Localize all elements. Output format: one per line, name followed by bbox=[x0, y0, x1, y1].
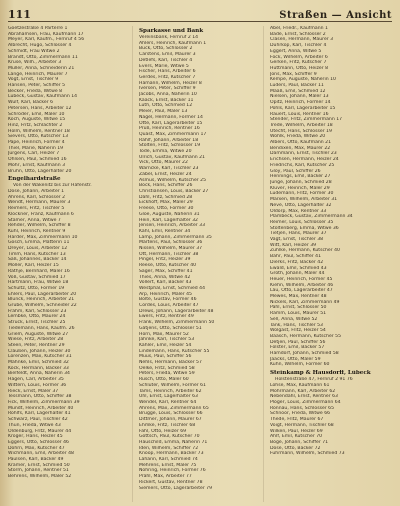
directory-entry: Wolgast, Fritz, Heizer 54 bbox=[270, 328, 326, 334]
directory-entry: Schultz, Otto, Former 19 bbox=[8, 285, 65, 291]
directory-entry: Blunck, Heinrich, Arbeiter 21 bbox=[8, 297, 75, 303]
directory-entry: Lohse, Max, Kaufmann 61 bbox=[270, 382, 330, 388]
directory-entry: Thede, Fritz, Maurer 67 bbox=[270, 417, 324, 423]
directory-entry: Plambeck, Gustav, Zimmermann 34 bbox=[270, 214, 353, 220]
directory-entry: Hauschild, Emma, Näherin 71 bbox=[139, 439, 208, 445]
directory-entry: Goetzestraße 4 Parterre 1 bbox=[8, 26, 68, 31]
directory-entry: Buck, Otto, Schlosser 2 bbox=[139, 46, 193, 52]
directory-entry: Tessmann, Otto, Schiffer 38 bbox=[8, 394, 72, 400]
directory-entry: Iden, Wilhelm, Schiffer 72 bbox=[139, 445, 199, 451]
directory-entry: Ahrens, Max, Zimmermann 65 bbox=[139, 405, 209, 411]
directory-entry: Bade, Ernst, Schlosser 2 bbox=[270, 31, 326, 37]
directory-entry: Thun, Frieda, Witwe 43 bbox=[8, 422, 61, 428]
directory-entry: Gerken, Fritz, Kutscher 7 bbox=[270, 60, 327, 66]
directory-entry: Ohlsen, Paul, Schmied 16 bbox=[8, 157, 67, 163]
directory-entry: Dohrn, Max, Kutscher 47 bbox=[8, 445, 65, 451]
directory-entry: Ulrich, Gustav, Kaufmann 21 bbox=[139, 154, 205, 160]
directory-entry: Thies, Anna, Witwe 42 bbox=[139, 274, 191, 280]
directory-entry: Carstens, Emil, Maurer 3 bbox=[139, 52, 196, 58]
directory-entry: Abel, Friedr., Kaufmann 1 bbox=[270, 26, 328, 31]
directory-entry: Stoltenberg, Emma, Witwe 36 bbox=[270, 225, 339, 231]
directory-entry: Rehder, Wilhelm, Schiffer 8 bbox=[8, 223, 71, 229]
directory-entry: Kruse, Wilh., Arbeiter 3 bbox=[8, 60, 62, 66]
directory-entry: Dierks, Fritz, Bäcker 42 bbox=[270, 259, 324, 265]
column-middle bbox=[139, 26, 264, 502]
column-right bbox=[270, 26, 394, 502]
section-heading: Steinkamp & Hausdorff, Lübeck bbox=[270, 370, 371, 377]
directory-entry: Griem, Auguste, Witwe 27 bbox=[8, 331, 69, 337]
directory-entry: Claußen, Johann, Heizer 30 bbox=[8, 348, 71, 354]
directory-entry: Rathje, Bernhard, Maler 16 bbox=[8, 268, 70, 274]
directory-entry: Grube, Wilhelm, Schneider 22 bbox=[8, 303, 77, 309]
directory-entry: Christiansen, Louis, Bäcker 27 bbox=[139, 188, 209, 194]
directory-entry: Holstenstraße 47, Fernruf 2 91 76 bbox=[275, 377, 353, 383]
directory-entry: Wendt, Hermann, Maurer 3 bbox=[8, 200, 71, 206]
directory-entry: Opitz, Heinrich, Former 14 bbox=[270, 100, 331, 106]
directory-entry: Mahnke, Emil, Schmied 32 bbox=[8, 360, 69, 366]
directory-entry: Arp, Heinrich, Maler 45 bbox=[139, 291, 192, 297]
directory-entry: Stender, Fritz, Zimmermann 17 bbox=[270, 117, 343, 123]
section-heading: Engelhardstraße bbox=[8, 176, 61, 183]
directory-entry: Klöckner, Franz, Kaufmann 6 bbox=[8, 211, 74, 217]
directory-entry: Nehls, Hermann, Bäcker 57 bbox=[139, 360, 202, 366]
page-header bbox=[8, 7, 392, 22]
directory-entry: Frank, Wilhelm, Zimmermann 50 bbox=[139, 320, 215, 326]
directory-entry: Lau, Otto, Lagerarbeiter 47 bbox=[270, 288, 333, 294]
directory-entry: Fahl, Otto, Heizer 69 bbox=[139, 428, 187, 434]
directory-columns bbox=[8, 26, 394, 502]
directory-entry: Siemers, Otto, Lagerarbeiter 79 bbox=[139, 485, 213, 491]
directory-entry: Hansen, Peter, Schiffer 5 bbox=[8, 83, 65, 89]
directory-entry: Glöe, Auguste, Näherin 31 bbox=[139, 211, 200, 217]
directory-entry: Reimers, Fritz, Tischler 5 bbox=[8, 206, 65, 212]
directory-entry: Dührkop, Karl, Tischler 4 bbox=[270, 43, 327, 49]
directory-entry: Hagen, Carl, Arbeiter 35 bbox=[8, 377, 64, 383]
running-head: Straßen — Ansicht bbox=[279, 10, 392, 21]
directory-entry: Wittern, Louis, Former 36 bbox=[8, 382, 67, 388]
directory-entry: Prüß, Heinrich, Rentner 16 bbox=[139, 126, 200, 132]
directory-entry: Klüver, Heinrich, Maler 29 bbox=[270, 185, 330, 191]
directory-entry: Tank, Hans, Tischler 53 bbox=[270, 322, 323, 328]
directory-entry: Ahlf, Emil, Kutscher 70 bbox=[270, 434, 323, 440]
directory-entry: Oldenburg, Fritz, Maurer 44 bbox=[8, 428, 72, 434]
directory-entry: Bock, Hans, Schiffer 26 bbox=[139, 183, 193, 189]
directory-entry: Gloy, Paul, Schiffer 26 bbox=[270, 168, 321, 174]
directory-entry: Schnoor, Frieda, Witwe 66 bbox=[270, 411, 331, 417]
directory-entry: Drews, Johann, Lagerarbeiter 48 bbox=[139, 308, 214, 314]
section-heading: Sparkasse und Bank bbox=[139, 28, 204, 34]
page-number: 111 bbox=[8, 8, 31, 21]
directory-entry: Sager, Max, Schiffer 41 bbox=[139, 268, 193, 274]
directory-entry: Lüth, Otto, Schmied 12 bbox=[139, 103, 193, 109]
directory-entry: Albers, Otto, Kaufmann 21 bbox=[270, 140, 332, 146]
directory-entry: Kröger, Hans, Heizer 45 bbox=[8, 434, 63, 440]
directory-entry: Rusch, Otto, Maler 60 bbox=[139, 377, 189, 383]
directory-entry: Pingel, Fritz, Heizer 39 bbox=[139, 257, 191, 263]
directory-entry: Bielfeldt, Anna, Näherin 34 bbox=[8, 371, 70, 377]
directory-entry: Kramer, Ernst, Schmied 50 bbox=[8, 462, 70, 468]
directory-entry: Utecht, Hans, Schlosser 19 bbox=[270, 128, 332, 134]
directory-entry: Eggers, Otto, Schlosser 46 bbox=[8, 439, 69, 445]
directory-entry: Gerdes, Fritz, Kutscher 7 bbox=[139, 74, 196, 80]
directory-entry: Stolten, Fritz, Schlosser 19 bbox=[139, 143, 201, 149]
directory-entry: Möller, Karl, Heizer 15 bbox=[8, 263, 59, 269]
directory-entry: Vollert, Karl, Bäcker 43 bbox=[139, 280, 192, 286]
directory-entry: Vagt, Ernst, Tischler 38 bbox=[270, 237, 324, 243]
directory-entry: Voß, Gustav, Schmied 17 bbox=[8, 274, 66, 280]
directory-entry: Paulsen, Karl, Bäcker 49 bbox=[8, 457, 64, 463]
directory-entry: Oldörp, Max, Rentner 33 bbox=[270, 208, 327, 214]
directory-entry: Fick, Wilhelm, Zimmermann 39 bbox=[8, 400, 80, 405]
directory-entry: Lembke, Otto, Maurer 24 bbox=[8, 314, 66, 320]
directory-entry: Bolte, Gustav, Former 46 bbox=[139, 297, 197, 303]
directory-entry: Lüdemann, Fritz, Former 30 bbox=[270, 191, 334, 197]
directory-entry: Detlefs, Karl, Tischler 4 bbox=[139, 57, 193, 63]
directory-entry: Sell, Anna, Witwe 52 bbox=[270, 316, 318, 322]
directory-entry: Wendel, Karl, Rentner 64 bbox=[139, 400, 197, 405]
directory-entry: Müller, Anna, Schneiderin 21 bbox=[8, 65, 75, 71]
directory-entry: Ehmke, Fritz, Tischler 68 bbox=[139, 422, 196, 428]
directory-entry: Albrecht, Hugo, Schlosser 4 bbox=[8, 43, 72, 49]
directory-entry: Marxen, Wilhelm, Arbeiter 31 bbox=[270, 197, 338, 203]
directory-entry: Kiehn, Wilhelm, Arbeiter 46 bbox=[270, 282, 334, 288]
directory-entry: Behrens, Wilhelm, Maler 52 bbox=[8, 474, 72, 480]
directory-entry: Tiedemann, Hans, Kaufm. 26 bbox=[8, 325, 75, 331]
directory-entry: Schlüter, Wilhelm, Former 61 bbox=[139, 382, 206, 388]
directory-entry: Ott, Hermann, Tischler 38 bbox=[139, 251, 199, 257]
directory-entry: Timm, Hans, Kutscher 13 bbox=[8, 251, 66, 257]
directory-entry: Eggert, Anna, Witwe 5 bbox=[270, 48, 322, 54]
directory-entry: Kempe, Auguste, Näherin 10 bbox=[270, 77, 336, 83]
directory-entry: Ahlers, Heinrich, Kaufmann 1 bbox=[139, 40, 207, 46]
directory-entry: Fuhrmann, Wilhelm, Schmied 73 bbox=[270, 451, 345, 457]
directory-entry: Schmidt, Frau Witwe 2 bbox=[8, 48, 60, 54]
directory-entry: Mohr, Ernst, Kaufmann 3 bbox=[8, 162, 66, 168]
directory-entry: Dammann, Ernst, Tischler 23 bbox=[270, 151, 337, 157]
directory-entry: Wilken, Paul, Heizer 69 bbox=[270, 428, 323, 434]
directory-entry: Lamp, Johann, Zimmermann 35 bbox=[139, 234, 212, 240]
directory-entry: Nebendahl, Ernst, Rentner 63 bbox=[270, 394, 338, 400]
directory-entry: Reese, Otto, Kutscher 40 bbox=[139, 263, 197, 269]
directory-entry: Jensen, Heinrich, Arbeiter 33 bbox=[139, 223, 206, 229]
directory-entry: Von der Wakenitz bis zur Hafenstr. bbox=[13, 183, 92, 189]
directory-entry: Kaack, Ernst, Bäcker 11 bbox=[139, 97, 194, 103]
directory-entry: Meier, Paul, Maler 13 bbox=[139, 109, 188, 115]
directory-entry: Rieck, Ernst, Maler 37 bbox=[8, 388, 59, 394]
directory-entry: Uhl, Ernst, Lagerhalter 63 bbox=[139, 394, 198, 400]
directory-entry: Lindemann, Hans, Kutscher 55 bbox=[139, 348, 210, 354]
directory-entry: Mewes, Max, Rentner 48 bbox=[270, 294, 327, 300]
directory-entry: Wöhlk, Frieda, Witwe 20 bbox=[270, 134, 326, 140]
directory-entry: Peters, Frieda, Witwe 59 bbox=[139, 371, 195, 377]
directory-entry: Bruhn, Otto, Lagerhalter 20 bbox=[8, 168, 72, 174]
directory-entry: Hamdorf, Johann, Schmied 58 bbox=[270, 351, 339, 357]
directory-entry: Fischer, Hans, Arbeiter 6 bbox=[139, 69, 196, 75]
directory-entry: Abrahamsen, Frau, Kaufmann 17 bbox=[8, 31, 84, 37]
directory-entry: Fölster, Emil, Bäcker 57 bbox=[270, 345, 325, 351]
directory-entry: Zühlke, Hermann, Kutscher 40 bbox=[270, 248, 340, 254]
directory-entry: Meyer, Karl, Kaufm., Fernruf 4 56 bbox=[8, 37, 85, 43]
directory-entry: Fock, Wilhelm, Arbeiter 6 bbox=[270, 54, 328, 60]
directory-entry: Hüttmann, Otto, Heizer 8 bbox=[270, 65, 329, 71]
directory-entry: Sievers, Otto, Kutscher 13 bbox=[8, 134, 69, 140]
directory-entry: Friedrichs, Karl, Kutscher 25 bbox=[270, 162, 335, 168]
directory-entry: Rönnau, Hans, Schlosser 65 bbox=[270, 405, 335, 411]
directory-entry: Koch, Auguste, Witwe 15 bbox=[8, 117, 66, 123]
directory-entry: Rickert, Gustav, Rentner 78 bbox=[139, 479, 203, 485]
directory-entry: Tietjen, Hans, Maurer 37 bbox=[270, 231, 327, 237]
directory-entry: Junge, Johann, Schmied 28 bbox=[270, 179, 332, 185]
directory-entry: Stamer, Anna, Witwe 7 bbox=[8, 217, 61, 223]
directory-entry: Bahr, Paul, Schiffer 41 bbox=[270, 254, 321, 260]
directory-entry: Vick, Otto, Maurer 22 bbox=[139, 160, 188, 166]
directory-entry: Rahlf, Johann, Arbeiter 18 bbox=[139, 137, 199, 143]
directory-entry: Westphal, Ernst, Schmied 44 bbox=[139, 285, 206, 291]
directory-entry: Clasen, Hermann, Maurer 3 bbox=[270, 37, 334, 43]
directory-entry: Pahl, Ernst, Schlosser 50 bbox=[270, 305, 327, 311]
directory-entry: Brandt, Otto, Zimmermann 11 bbox=[8, 54, 78, 60]
directory-entry: Witt, Karl, Heizer 39 bbox=[270, 242, 317, 248]
directory-entry: Ewald, Emil, Schmied 43 bbox=[270, 265, 327, 271]
directory-entry: Dahl, Fritz, Schmied 28 bbox=[139, 194, 193, 200]
directory-entry: Jahnke, Karl, Tischler 53 bbox=[139, 337, 195, 343]
directory-entry: Hamann, Wilhelm, Heizer 8 bbox=[139, 80, 202, 86]
directory-entry: Tams, Heinrich, Arbeiter 62 bbox=[139, 388, 202, 394]
directory-entry: Iversen, Peter, Schiffer 9 bbox=[139, 86, 196, 92]
directory-entry: Nickels, Karl, Zimmermann 49 bbox=[270, 299, 340, 305]
directory-entry: Lüders, Paul, Bäcker 11 bbox=[270, 83, 324, 89]
directory-entry: Lübeck, Gustav, Kaufmann 14 bbox=[8, 94, 78, 100]
directory-entry: Eickhoff, Max, Maler 29 bbox=[139, 200, 193, 206]
directory-entry: Pöhls, Karl, Lagerarbeiter 15 bbox=[270, 105, 336, 111]
directory-entry: Steen, Peter, Rentner 29 bbox=[8, 342, 65, 348]
directory-entry: Kühl, Heinrich, Rentner 9 bbox=[8, 228, 66, 234]
directory-entry: Gosch, Emma, Plätterin 11 bbox=[8, 240, 70, 246]
directory-entry: Kock, Hermann, Bäcker 33 bbox=[8, 365, 69, 371]
directory-entry: Storm, Johann, Rentner 51 bbox=[8, 468, 69, 474]
directory-entry: Neve, Otto, Lagerhalter 32 bbox=[270, 202, 332, 208]
directory-entry: Lahann, Karl, Schmied 74 bbox=[139, 457, 198, 463]
directory-entry: Dittmer, Johann, Maurer 67 bbox=[139, 417, 202, 423]
directory-entry: Ahrens, Karl, Schlosser 2 bbox=[8, 194, 66, 200]
directory-entry: Holm, Wilhelm, Rentner 18 bbox=[8, 128, 70, 134]
directory-entry: Muus, Paul, Schiffer 56 bbox=[139, 354, 192, 360]
directory-entry: Jacobs, Anna, Näherin 10 bbox=[139, 92, 197, 98]
directory-entry: Baasch, Hermann, Kutscher 55 bbox=[270, 333, 342, 339]
directory-entry: Schröder, Emil, Maler 10 bbox=[8, 111, 65, 117]
directory-entry: Ewers, Fritz, Rentner 49 bbox=[139, 314, 194, 320]
directory-entry: Thiel, Marie, Näherin 19 bbox=[8, 145, 64, 151]
directory-entry: Lorenzen, Max, Kutscher 31 bbox=[8, 354, 72, 360]
directory-entry: Rauert, Louis, Rentner 16 bbox=[270, 111, 329, 117]
column-left bbox=[8, 26, 133, 502]
directory-entry: Dose, Otto, Bäcker 72 bbox=[270, 445, 321, 451]
directory-entry: Horn, Max, Maurer 52 bbox=[139, 331, 189, 337]
directory-entry: Otte, Karl, Lagerarbeiter 15 bbox=[139, 120, 203, 126]
directory-entry: Zabel, Ernst, Heizer 24 bbox=[139, 171, 192, 177]
directory-entry: Martens, Paul, Schlosser 36 bbox=[139, 240, 203, 246]
directory-entry: Detjen, Paul, Schiffer 56 bbox=[270, 339, 326, 345]
directory-entry: Trede, Wilhelm, Arbeiter 18 bbox=[270, 122, 333, 128]
directory-entry: Hinz, Fritz, Schlachter 2 bbox=[8, 122, 63, 128]
directory-entry: Göttsch, Paul, Kutscher 70 bbox=[139, 434, 200, 440]
directory-entry: Wulf, Karl, Bäcker 6 bbox=[8, 100, 54, 106]
directory-entry: Maaß, Emil, Schmied 12 bbox=[270, 88, 326, 94]
directory-entry: Ramm, Louis, Maurer 51 bbox=[270, 311, 327, 317]
directory-entry: Oelke, Fritz, Schmied 58 bbox=[139, 365, 195, 371]
directory-entry: Asmus, Wilhelm, Kutscher 25 bbox=[139, 177, 206, 183]
directory-entry: Struck, Ernst, Tischler 25 bbox=[8, 320, 66, 326]
directory-entry: Knoop, Hermann, Bäcker 73 bbox=[139, 451, 204, 457]
directory-entry: Wichmann, Emil, Arbeiter 48 bbox=[8, 451, 74, 457]
directory-entry: Jaacks, Otto, Maler 59 bbox=[270, 356, 321, 362]
directory-entry: Kahl, Emil, Rentner 34 bbox=[139, 228, 191, 234]
directory-entry: Petersen, Hans, Arbeiter 12 bbox=[8, 105, 72, 111]
directory-entry: Heuer, Heinrich, Former 45 bbox=[270, 276, 333, 282]
directory-entry: Erichsen, Hermann, Heizer 24 bbox=[270, 157, 339, 163]
directory-entry: Nagel, Hermann, Former 14 bbox=[139, 114, 203, 120]
directory-entry: Schwarz, Paul, Tischler 42 bbox=[8, 417, 68, 423]
directory-entry: Dreyer, Louis, Arbeiter 12 bbox=[8, 246, 68, 252]
directory-entry: Frahm, Karl, Schlosser 23 bbox=[8, 308, 67, 314]
directory-entry: Reimer, Louis, Schlosser 35 bbox=[270, 219, 334, 225]
directory-entry: Lange, Heinrich, Maurer 7 bbox=[8, 71, 68, 77]
directory-entry: Tode, Emma, Witwe 20 bbox=[139, 149, 192, 155]
directory-entry: Voigt, Hermann, Tischler 68 bbox=[270, 422, 334, 428]
directory-entry: Jöns, Max, Schiffer 9 bbox=[270, 71, 317, 77]
directory-entry: Plöger, Louis, Zimmermann 64 bbox=[270, 400, 341, 405]
directory-entry: Nissen, Wilhelm, Maurer 37 bbox=[139, 246, 203, 252]
directory-entry: Jürgens, Carl, Heizer 7 bbox=[8, 151, 60, 157]
directory-entry: Wiese, Fritz, Arbeiter 28 bbox=[8, 337, 64, 343]
directory-entry: Bendixen, Max, Maurer 22 bbox=[270, 145, 331, 151]
directory-entry: Harder, Max, Zimmermann 10 bbox=[8, 234, 78, 240]
directory-entry: Saß, Johannes, Bäcker 14 bbox=[8, 257, 67, 263]
directory-entry: Prahl, Max, Arbeiter 77 bbox=[139, 474, 192, 480]
directory-entry: Nöhring, Heinrich, Former 76 bbox=[139, 468, 206, 474]
directory-entry: Cordes, Louis, Arbeiter 47 bbox=[139, 303, 199, 309]
directory-entry: Kühn, Wilhelm, Former 60 bbox=[270, 362, 330, 368]
directory-entry: Mohrmann, Karl, Arbeiter 62 bbox=[270, 388, 336, 394]
directory-entry: Böge, Johann, Schiffer 71 bbox=[270, 439, 329, 445]
directory-entry: Nielsen, Johann, Maler 13 bbox=[270, 94, 329, 100]
directory-entry: Quast, Max, Zimmermann 17 bbox=[139, 131, 207, 137]
directory-entry: Rohlfs, Karl, Lagerhalter 41 bbox=[8, 411, 71, 417]
directory-entry: Vogt, Ernst, Tischler 9 bbox=[8, 77, 59, 83]
directory-entry: Hartmann, Frau, Witwe 18 bbox=[8, 280, 69, 286]
directory-entry: Hennings, Emil, Bäcker 27 bbox=[270, 174, 331, 180]
directory-entry: Vereinsbank, Fernruf 2 14 bbox=[139, 35, 199, 40]
directory-entry: Mehrens, Ernst, Maler 75 bbox=[139, 462, 197, 468]
directory-entry: Gätjens, Otto, Schlosser 51 bbox=[139, 325, 202, 331]
directory-entry: Brügge, Louis, Schlosser 66 bbox=[139, 411, 203, 417]
directory-entry: Mundt, Heinrich, Arbeiter 40 bbox=[8, 405, 74, 411]
directory-entry: Warncke, Karl, Tischler 23 bbox=[139, 166, 199, 172]
directory-entry: Dose, Johann, Arbeiter 1 bbox=[8, 188, 65, 194]
directory-entry: Hein, Karl, Lagerhalter 32 bbox=[139, 217, 198, 223]
directory-entry: Ehlers, Paul, Lagerarbeiter 20 bbox=[8, 291, 77, 297]
directory-entry: Pape, Heinrich, Former 4 bbox=[8, 140, 65, 146]
directory-entry: Evers, Marie, Witwe 5 bbox=[139, 63, 189, 69]
directory-entry: Becker, Frieda, Witwe 8 bbox=[8, 88, 63, 94]
directory-entry: Kähler, Emil, Heizer 54 bbox=[139, 342, 192, 348]
directory-entry: Groth, Johann, Maler 44 bbox=[270, 271, 325, 277]
directory-entry: Freese, Otto, Former 30 bbox=[139, 206, 194, 212]
